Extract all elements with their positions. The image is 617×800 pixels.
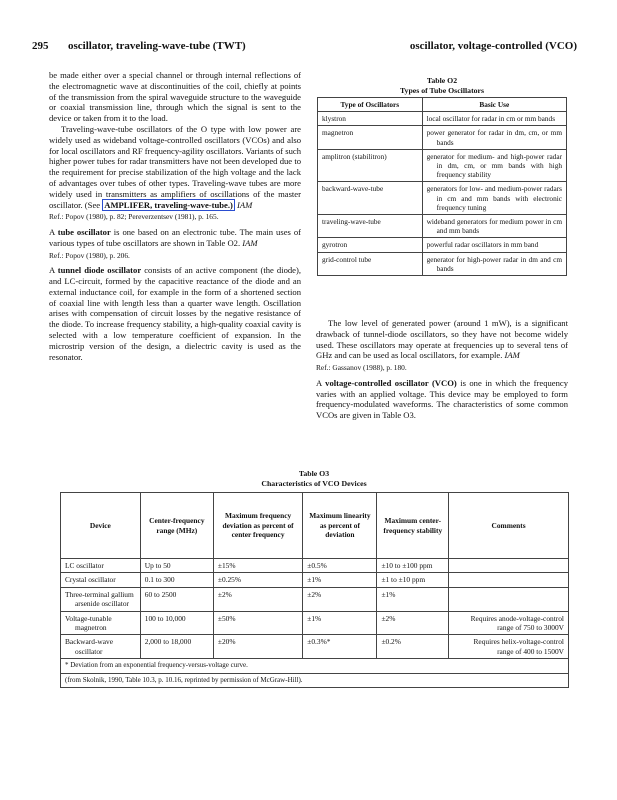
table-number: Table O3 bbox=[298, 469, 330, 478]
entry-term: voltage-controlled oscillator (VCO) bbox=[325, 377, 457, 388]
table-cell: traveling-wave-tube bbox=[318, 215, 423, 238]
entry-term: tunnel diode oscillator bbox=[57, 265, 142, 276]
table-cell: ±0.5% bbox=[303, 559, 377, 573]
table-cell: Up to 50 bbox=[140, 559, 213, 573]
running-header bbox=[32, 40, 577, 54]
table-cell: wideband generators for medium power in cm and mm bands bbox=[422, 215, 566, 238]
table-cell: ±1 to ±10 ppm bbox=[377, 573, 449, 587]
table-cell: powerful radar oscillators in mm band bbox=[422, 238, 566, 252]
table-row bbox=[61, 573, 569, 587]
paragraph-text: The low level of generated power (around 1 mW), is a significant drawback of tunnel-diode oscillators, so they have not become widely used. These oscillators may operate at frequencies up to several tens of GHz and can be used as local oscillators, for example. bbox=[316, 318, 568, 361]
column-header: Basic Use bbox=[422, 98, 566, 112]
table-title: Types of Tube Oscillators bbox=[399, 86, 485, 95]
table-cell: gyrotron bbox=[318, 238, 423, 252]
table-source: (from Skolnik, 1990, Table 10.3, p. 10.16, reprinted by permission of McGraw-Hill). bbox=[61, 673, 569, 687]
table-cell: local oscillator for radar in cm or mm bands bbox=[422, 112, 566, 126]
table-cell: Requires anode-voltage-control range of 750 to 3000V bbox=[449, 611, 569, 635]
table-cell: ±10 to ±100 ppm bbox=[377, 559, 449, 573]
table-o3 bbox=[60, 492, 569, 688]
left-column bbox=[49, 70, 301, 362]
table-cell: 0.1 to 300 bbox=[140, 573, 213, 587]
page-number: 295 bbox=[32, 40, 49, 52]
table-cell: ±2% bbox=[377, 611, 449, 635]
author-initials: IAM bbox=[504, 350, 520, 361]
table-cell: generators for low- and medium-power radars in cm and mm bands with electronic frequency tuning bbox=[422, 182, 566, 215]
vco-entry bbox=[316, 378, 568, 421]
entry-term: tube oscillator bbox=[57, 226, 111, 237]
table-cell: ±2% bbox=[213, 587, 302, 611]
table-cell: ±2% bbox=[303, 587, 377, 611]
entry-article: A bbox=[49, 226, 55, 237]
table-cell bbox=[449, 587, 569, 611]
table-header-row bbox=[318, 98, 567, 112]
twt-paragraph-text: Traveling-wave-tube oscillators of the O type with low power are widely used as wideband voltage-controlled oscillators (VCOs) and also for local oscillators and RF frequency-agility oscillators. Variants of such higher power tubes for radar transmitters have not been developed due to the requirement for precise stabilization of the high voltage and the lack of advantages over tubes of other types. Traveling-wave tubes are more widely used in transmitters as amplifiers of oscillations of the master oscillator. (See bbox=[49, 123, 301, 210]
entry-article: A bbox=[49, 265, 55, 276]
table-row bbox=[318, 182, 567, 215]
table-row bbox=[61, 611, 569, 635]
table-cell: ±20% bbox=[213, 635, 302, 659]
table-o3-caption bbox=[60, 469, 568, 489]
table-title: Characteristics of VCO Devices bbox=[261, 479, 367, 488]
table-cell: klystron bbox=[318, 112, 423, 126]
table-cell: 2,000 to 18,000 bbox=[140, 635, 213, 659]
table-cell: Three-terminal gallium arsenide oscillator bbox=[61, 587, 141, 611]
table-number: Table O2 bbox=[426, 76, 458, 85]
table-row bbox=[318, 252, 567, 275]
table-cell: 100 to 10,000 bbox=[140, 611, 213, 635]
reference-line: Ref.: Popov (1980), p. 82; Pereverzentsev (1981), p. 165. bbox=[49, 212, 219, 222]
author-initials: IAM bbox=[237, 199, 253, 210]
table-cell: grid-control tube bbox=[318, 252, 423, 275]
see-link-amplifier[interactable]: AMPLIFER, traveling-wave-tube.) bbox=[104, 199, 233, 210]
table-row bbox=[318, 112, 567, 126]
table-footnote-row bbox=[61, 659, 569, 673]
column-header: Center-frequency range (MHz) bbox=[140, 493, 213, 559]
table-cell: Backward-wave oscillator bbox=[61, 635, 141, 659]
table-row bbox=[318, 215, 567, 238]
table-cell: Voltage-tunable magnetron bbox=[61, 611, 141, 635]
entry-article: A bbox=[316, 377, 322, 388]
table-cell: ±15% bbox=[213, 559, 302, 573]
table-row bbox=[318, 149, 567, 182]
table-cell: backward-wave-tube bbox=[318, 182, 423, 215]
table-cell bbox=[449, 559, 569, 573]
table-cell: ±1% bbox=[303, 573, 377, 587]
entry-text: is one in which the frequency varies with an applied voltage. This device may be employed to form frequency-modulated waveforms. The characteristics of some common VCOs are given in Table O3. bbox=[316, 377, 569, 421]
entry-text: is one based on an electronic tube. The main uses of various types of tube oscillators are shown in Table O2. bbox=[49, 226, 301, 248]
column-header: Type of Oscillators bbox=[318, 98, 423, 112]
header-right-title: oscillator, voltage-controlled (VCO) bbox=[409, 40, 577, 52]
table-cell: magnetron bbox=[318, 126, 423, 149]
header-left-title: oscillator, traveling-wave-tube (TWT) bbox=[68, 40, 246, 52]
tunnel-diode-entry bbox=[49, 265, 301, 362]
table-cell: ±1% bbox=[303, 611, 377, 635]
entry-text: consists of an active component (the diode), and LC-circuit, formed by the capacitive reactance of the diode and an external inductance coil, for example in the form of a shortened section of coaxial line with length less than a quarter wave length. Oscillation arises with compensation of circuit losses by the negative resistance of the diode. To increase frequency stability, a high-quality coaxial cavity is selected with a low temperature coefficient of expansion. In the microstrip version of the design, a dielectric cavity is used as the resonator. bbox=[49, 265, 301, 362]
column-header: Comments bbox=[449, 493, 569, 559]
table-source-row bbox=[61, 673, 569, 687]
table-cell: Crystal oscillator bbox=[61, 573, 141, 587]
table-cell: ±50% bbox=[213, 611, 302, 635]
tunnel-continuation-paragraph bbox=[316, 318, 568, 361]
table-o2 bbox=[317, 97, 567, 276]
table-cell: ±0.3%* bbox=[303, 635, 377, 659]
table-cell: LC oscillator bbox=[61, 559, 141, 573]
table-cell: 60 to 2500 bbox=[140, 587, 213, 611]
twt-paragraph bbox=[49, 124, 301, 210]
column-header: Maximum linearity as percent of deviation bbox=[303, 493, 377, 559]
table-cell bbox=[449, 573, 569, 587]
table-cell: generator for high-power radar in dm and cm bands bbox=[422, 252, 566, 275]
table-row bbox=[61, 587, 569, 611]
column-header: Maximum frequency deviation as percent of center frequency bbox=[213, 493, 302, 559]
table-cell: ±0.25% bbox=[213, 573, 302, 587]
table-cell: Requires helix-voltage-control range of 400 to 1500V bbox=[449, 635, 569, 659]
table-cell: power generator for radar in dm, cm, or mm bands bbox=[422, 126, 566, 149]
continuation-paragraph: be made either over a special channel or through internal reflections of the electromagnetic wave at discontinuities of the coil, chiefly at points of the transmission from the spiral waveguide structure to the waveguide or coaxial transmission line, through which the signal is sent to the device or taken from it to the load. bbox=[49, 70, 301, 124]
column-header: Maximum center-frequency stability bbox=[377, 493, 449, 559]
column-header: Device bbox=[61, 493, 141, 559]
table-cell: ±1% bbox=[377, 587, 449, 611]
table-row bbox=[318, 126, 567, 149]
reference-line: Ref.: Gassanov (1988), p. 180. bbox=[316, 363, 407, 373]
table-o2-caption bbox=[316, 76, 568, 96]
table-cell: ±0.2% bbox=[377, 635, 449, 659]
table-row bbox=[61, 559, 569, 573]
table-header-row bbox=[61, 493, 569, 559]
table-row bbox=[61, 635, 569, 659]
table-cell: amplitron (stabilitron) bbox=[318, 149, 423, 182]
author-initials: IAM bbox=[242, 237, 258, 248]
table-footnote: * Deviation from an exponential frequency-versus-voltage curve. bbox=[61, 659, 569, 673]
reference-line: Ref.: Popov (1980), p. 206. bbox=[49, 250, 130, 260]
table-cell: generator for medium- and high-power radar in dm, cm, or mm bands with high frequency stability bbox=[422, 149, 566, 182]
table-row bbox=[318, 238, 567, 252]
tube-oscillator-entry bbox=[49, 227, 301, 249]
right-column bbox=[316, 318, 568, 421]
